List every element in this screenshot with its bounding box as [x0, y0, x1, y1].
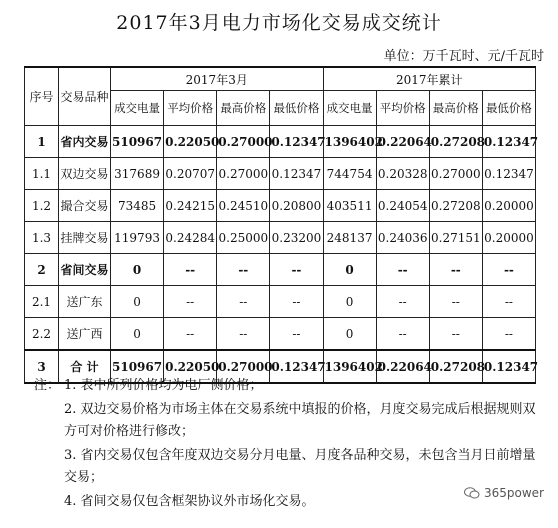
table-cell: 0.24284	[164, 222, 217, 254]
row-seq: 1	[25, 126, 59, 158]
table-row	[25, 286, 536, 318]
header-seq: 序号	[25, 67, 59, 126]
row-type: 省内交易	[59, 126, 111, 158]
table-row	[25, 126, 536, 158]
notes-label: 注：	[34, 378, 61, 393]
row-seq: 1.1	[25, 158, 59, 190]
subheader: 最高价格	[429, 91, 482, 126]
table-cell: 0.12347	[270, 158, 323, 190]
table-cell: --	[429, 318, 482, 351]
table-cell: 744754	[323, 158, 376, 190]
table-cell: 0	[323, 318, 376, 351]
table-cell: --	[270, 318, 323, 351]
row-seq: 1.2	[25, 190, 59, 222]
table-cell: --	[482, 286, 535, 318]
table-cell: 0.27208	[429, 190, 482, 222]
table-cell: 248137	[323, 222, 376, 254]
row-seq: 2.1	[25, 286, 59, 318]
table-cell: 0	[111, 286, 164, 318]
table-cell: --	[270, 254, 323, 286]
table-cell: --	[376, 286, 429, 318]
table-cell: --	[217, 254, 270, 286]
table-cell: --	[217, 286, 270, 318]
table-cell: 1396402	[323, 126, 376, 158]
watermark	[464, 486, 544, 500]
table-cell: 0.12347	[270, 126, 323, 158]
table-cell: 0.27208	[429, 126, 482, 158]
table-cell: --	[270, 286, 323, 318]
page-title: 2017年3月电力市场化交易成交统计	[116, 12, 442, 34]
unit-label: 单位：万千瓦时、元/千瓦时	[383, 49, 544, 64]
subheader: 最低价格	[482, 91, 535, 126]
table-cell: 0.25000	[217, 222, 270, 254]
table-cell: 0.23200	[270, 222, 323, 254]
table-cell: 0	[111, 254, 164, 286]
note-item: 3. 省内交易仅包含年度双边交易分月电量、月度各品种交易，未包含当月日前增量交易；	[64, 448, 536, 485]
header-type: 交易品种	[59, 67, 111, 126]
table-row	[25, 222, 536, 254]
row-type: 送广东	[59, 286, 111, 318]
wechat-icon	[464, 487, 480, 499]
table-row	[25, 158, 536, 190]
table-cell: 0.24215	[164, 190, 217, 222]
row-type: 挂牌交易	[59, 222, 111, 254]
table-cell: --	[164, 286, 217, 318]
table-cell: 0.20800	[270, 190, 323, 222]
table-cell: 0.27208	[429, 350, 482, 383]
table-cell: 0.20000	[482, 190, 535, 222]
table-cell: --	[217, 318, 270, 351]
table-cell: --	[482, 318, 535, 351]
row-seq: 2	[25, 254, 59, 286]
row-type: 送广西	[59, 318, 111, 351]
table-row	[25, 190, 536, 222]
table-cell: 0.12347	[482, 126, 535, 158]
table-cell: 317689	[111, 158, 164, 190]
table-cell: 0	[323, 286, 376, 318]
table-cell: --	[429, 254, 482, 286]
table-cell: 119793	[111, 222, 164, 254]
table-cell: 0.24036	[376, 222, 429, 254]
table-cell: 0.22050	[164, 350, 217, 383]
note-item: 4. 省间交易仅包含框架协议外市场化交易。	[64, 494, 315, 509]
table-cell: 510967	[111, 126, 164, 158]
table-cell: 510967	[111, 350, 164, 383]
note-item: 2. 双边交易价格为市场主体在交易系统中填报的价格，月度交易完成后根据规则双方可对价格进行修改；	[64, 402, 536, 439]
table-cell: 73485	[111, 190, 164, 222]
row-seq: 2.2	[25, 318, 59, 351]
subheader: 平均价格	[376, 91, 429, 126]
subheader: 成交电量	[323, 91, 376, 126]
subheader: 平均价格	[164, 91, 217, 126]
row-seq: 3	[25, 350, 59, 383]
table-cell: --	[429, 286, 482, 318]
table-cell: 0.27000	[217, 350, 270, 383]
table-cell: 0.20000	[482, 222, 535, 254]
row-seq: 1.3	[25, 222, 59, 254]
table-row	[25, 318, 536, 351]
table-cell: 0.22050	[164, 126, 217, 158]
table-cell: 0	[111, 318, 164, 351]
watermark-text: 365power	[484, 486, 544, 500]
note-item: 1. 表中所列价格均为电厂侧价格；	[64, 378, 263, 393]
header-year: 2017年累计	[323, 67, 536, 91]
table-cell: 0.22064	[376, 126, 429, 158]
table-cell: --	[376, 318, 429, 351]
row-type: 省间交易	[59, 254, 111, 286]
table-cell: 1396402	[323, 350, 376, 383]
subheader: 最高价格	[217, 91, 270, 126]
subheader: 最低价格	[270, 91, 323, 126]
table-cell: --	[164, 254, 217, 286]
subheader: 成交电量	[111, 91, 164, 126]
table-cell: 0.22064	[376, 350, 429, 383]
statistics-table	[24, 66, 539, 384]
table-cell: 0.24054	[376, 190, 429, 222]
table-cell: 0.12347	[482, 158, 535, 190]
table-cell: 0.27000	[217, 126, 270, 158]
row-type: 合 计	[59, 350, 111, 383]
table-row	[25, 254, 536, 286]
table-cell: 403511	[323, 190, 376, 222]
table-cell: 0.27000	[217, 158, 270, 190]
table-cell: 0.27151	[429, 222, 482, 254]
row-type: 双边交易	[59, 158, 111, 190]
table-cell: --	[164, 318, 217, 351]
table-cell: --	[376, 254, 429, 286]
table-cell: 0.20707	[164, 158, 217, 190]
table-cell: 0.12347	[270, 350, 323, 383]
header-month: 2017年3月	[111, 67, 324, 91]
table-cell: --	[482, 254, 535, 286]
table-cell: 0.12347	[482, 350, 535, 383]
table-cell: 0	[323, 254, 376, 286]
table-cell: 0.20328	[376, 158, 429, 190]
table-cell: 0.24510	[217, 190, 270, 222]
table-cell: 0.27000	[429, 158, 482, 190]
row-type: 撮合交易	[59, 190, 111, 222]
